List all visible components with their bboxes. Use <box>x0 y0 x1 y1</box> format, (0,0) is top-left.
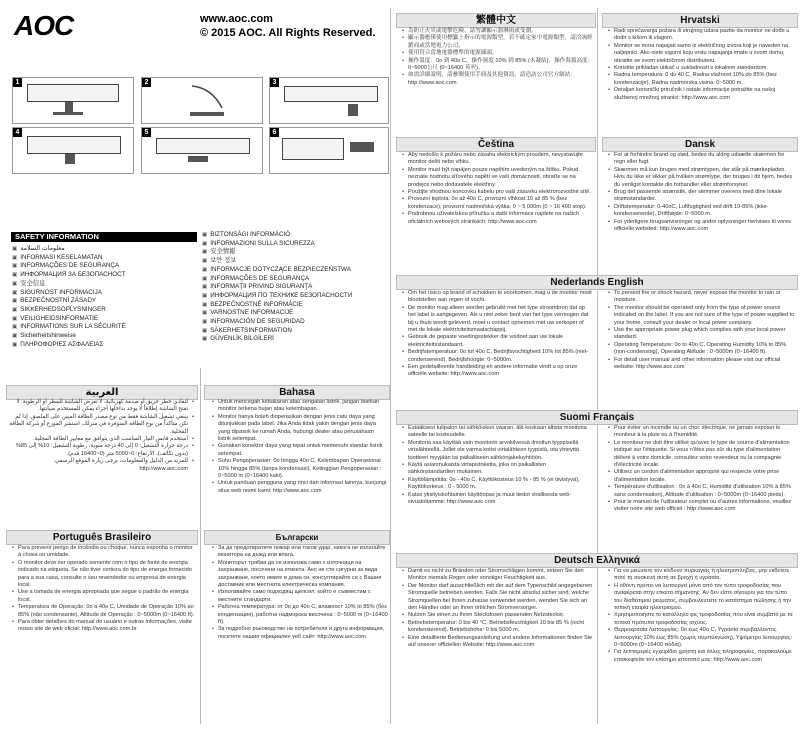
section-body-cestina <box>402 152 594 226</box>
section-header-bahasa: Bahasa <box>204 385 390 400</box>
safety-lang-item: ▣ 安全信息 <box>12 280 126 289</box>
section-body-dansk <box>608 152 796 233</box>
bullet-item: • Koristite prikladan utikač u sukladnosti s lokalnim standardom. <box>614 65 796 72</box>
bullet-item: • Pour éviter un incendie ou un choc électrique, ne jamais exposer le moniteur à la pluie ou à l'humidité. <box>614 425 796 440</box>
section-header-nederlands: Nederlands English <box>396 275 798 290</box>
bullet-item: • 如需詳細說明，請參閱使用手冊及其他資訊，請造訪公司官方網站：http://www.aoc.com <box>408 72 594 87</box>
bullet-item: • Use a tomada de energia apropriada que segue o padrão de energia local. <box>18 589 196 604</box>
bullet-item: • Le moniteur ne doit être utilisé qu'avec le type de source d'alimentation indiqué sur l'étiquette. Si vous n'êtes pas sûr du type d'alimentation délivré à votre domicile, consultez votre revendeur ou la compagnie d'électricité locale. <box>614 440 796 470</box>
section-body-nederlands <box>402 290 594 379</box>
section-body-chinese <box>402 28 594 87</box>
bullet-item: • Použijte vhodnou koncovku kabelu pro vaši zásuvku elektrorozvodné sítě. <box>408 189 594 196</box>
stand-illustration <box>65 154 75 164</box>
bullet-item: • De monitor mag alleen worden gebruikt met het type stroombron dat op het label is aangegeven. Als u niet zeker bent van het type vermogen dat bij u thuis wordt geleverd, moet u contact opnemen met uw verkoper of met de lokale elektriciteitsmaatschappij. <box>408 305 594 335</box>
bullet-item: • Brug det passende strømstik, der stemmer overens med dine lokale strømstandarder. <box>614 189 796 204</box>
bullet-item: • Detaljan korisnički priručnik i ostale informacije potražite na našoj službenoj mrežnoj stranici: http://www.aoc.com <box>614 87 796 102</box>
safety-lang-item: ▣ ΠΛΗΡΟΦΟΡΙΕΣ ΑΣΦΑΛΕΙΑΣ <box>12 341 126 350</box>
diagram-panel-3 <box>269 77 389 124</box>
diagram-panel-2 <box>141 77 263 124</box>
safety-lang-item: ▣ VEILIGHEIDSINFORMATIE <box>12 315 126 324</box>
bullet-item: • Χρησιμοποιήστε το κατάλληλο φις τροφοδοσίας που είναι συμβατό με τα τοπικά πρότυπα τροφοδοσίας ισχύος. <box>614 612 796 627</box>
safety-lang-item: ▣ SIKKERHEDSOPLYSNINGER <box>12 306 126 315</box>
bullet-item: • Pour le manuel de l'utilisateur complet ou d'autres informations, veuillez visiter notre site web officiel : http://www.aoc.com <box>614 499 796 514</box>
bullet-item: • Driftstemperatur: 0-40oC, Luftfugtighed ved drift 10-85% (ikke-kondenserende), Drifthøjde: 0~5000 m. <box>614 204 796 219</box>
connector-illustration <box>350 142 374 152</box>
base-illustration <box>53 112 83 115</box>
panel-number: 6 <box>270 128 279 137</box>
safety-lang-item: ▣ INFORMAŢII PRIVIND SIGURANŢA <box>202 283 352 292</box>
brand-header <box>200 12 375 40</box>
diagram-panel-1 <box>12 77 134 124</box>
bullet-item: • Temperatura de Operação: 0o a 40o C, Umidade de Operação 10% ao 85% (não condensante), Altitude de Operação : 0~5000m (0~16400 ft). <box>18 604 196 619</box>
safety-title-bar: SAFETY INFORMATION <box>11 232 197 242</box>
safety-lang-item: ▣ INFORMAZIONI SULLA SICUREZZA <box>202 240 352 249</box>
bullet-item: • Monitoria saa käyttää vain monitorin arvokilvessä ilmoitun tyyppisellä virtalähteellä. Jollet ole varma kotisi virtalähteen tyypistä, ota yhteyttä tuotteen myyjään tai paikalliseen sähkönjakeluyhtiöön. <box>408 440 594 462</box>
bullet-item: • 使用符合當地電器標準的電源插頭。 <box>408 50 594 57</box>
bullet-item: • Use the appropriate power plug which complies with your local power standard. <box>614 327 796 342</box>
bullet-item: • Der Monitor darf ausschließlich mit der auf dem Typenschild angegebenen Stromquelle betrieben werden. Falls Sie nicht absolut sicher sind, welche Stromquellen bei Ihnen zuhause verwendet werden, wenden Sie sich an den Händler oder an Ihren örtlichen Stromversorger. <box>408 583 594 613</box>
bullet-item: • لتفادي خطر حريق أو صدمة كهربائية، لا تعرض الشاشة للمطر أو الرطوبة. لا تفتح الشاشة إطلاقاً لا يوجد بداخلها أجزاء يمكن للمستخدم صيانتها. <box>6 399 188 414</box>
bullet-item: • Provozní teplota: 0o až 40o C, provozní vlhkost 10 až 85 % (bez kondenzace), provozní nadmořská výška: 0 ~ 5 000m (0 ~ 16 400 stop). <box>408 196 594 211</box>
bullet-item: • For yderligere brugsanvisninger og andre oplysninger henvises til vores officielle websted: http://www.aoc.com <box>614 219 796 234</box>
page-divider <box>390 8 391 724</box>
panel-number: 3 <box>270 78 279 87</box>
bullet-item: • Para obter detalhes do manual do usuário e outras informações, visite nosso site de web oficial: http://www.aoc.com.br <box>18 619 196 634</box>
copyright: © 2015 AOC. All Rights Reserved. <box>200 27 376 39</box>
section-header-deutsch: Deutsch Ελληνικά <box>396 553 798 568</box>
bullet-item: • 為防止火災或電擊危險，請勿讓顯示器淋雨或受潮。 <box>408 28 594 35</box>
bullet-item: • Operating Temperature: 0o to 40o C, Operating Humidity 10% to 85% (non-condensing), Operating Altitude : 0~5000m (0~16400 ft). <box>614 342 796 357</box>
bullet-item: • Monitor se mora napajati samo iz električnog izvora koji je naveden na naljepnici. Ako niste sigurni koju vrstu napajanja imate u svom domu, obratite se svom električnom distributeru. <box>614 43 796 65</box>
panel-number: 5 <box>142 128 151 137</box>
diagram-panel-5 <box>141 127 263 174</box>
diagram-panel-4 <box>12 127 134 174</box>
safety-lang-item: ▣ 安全情報 <box>202 248 352 257</box>
panel-number: 1 <box>13 78 22 87</box>
safety-lang-item: ▣ INFORMAÇÕES DE SEGURANÇA <box>202 275 352 284</box>
bullet-item: • Monitor hanya boleh dioperasikan dengan jenis catu daya yang ditunjukkan pada label. Jika Anda tidak yakin dengan jenis daya yang dipasok ke rumah Anda, hubungi dealer atau perusahaan listrik setempat. <box>218 414 388 444</box>
ports-illustration <box>282 138 344 160</box>
website-url[interactable]: www.aoc.com <box>200 13 273 25</box>
bullet-item: • 操作溫度：0o 到 40o C，操作濕度 10% 到 85% (未凝結)，操作海拔高度：0~5000公尺 (0~16400 英呎)。 <box>408 58 594 73</box>
bullet-item: • Η οθόνη πρέπει να λειτουργεί μόνο από τον τύπο τροφοδοσίας που αναφέρεται στην ετικέτα σήμανσης. Αν δεν είστε σίγουροι για τον τύπο του διαθέσιμου ρεύματος, συμβουλευτείτε το κατάστημα πώλησης ή την τοπική εταιρία ηλεκτρισμού. <box>614 583 796 613</box>
safety-lang-item: ▣ ИНФОРМАЦИЯ ПО ТЕХНИКЕ БЕЗОПАСНОСТИ <box>202 292 352 301</box>
bullet-item: • Een gedetailleerde handleiding en andere informatie vindt u op onze officiële website: http://www.aoc.com <box>408 364 594 379</box>
section-header-hrvatski: Hrvatski <box>602 13 798 28</box>
section-body-english <box>608 290 796 371</box>
section-header-bulgarian: Български <box>204 530 390 545</box>
diagram-panel-6 <box>269 127 389 174</box>
stand-illustration <box>348 104 358 116</box>
section-body-deutsch <box>402 568 594 649</box>
section-header-cestina: Čeština <box>396 137 596 152</box>
column-divider <box>597 8 598 724</box>
section-body-arabic <box>6 399 194 473</box>
bullet-item: • Radna temperatura: 0 do 40 C, Radna vlažnost 10% do 85% (bez kondenzacije), Radna nadmorska visina: 0~5000 m. <box>614 72 796 87</box>
section-body-portugues <box>12 545 196 634</box>
section-body-suomi <box>402 425 594 506</box>
safety-lang-item: ▣ BIZTONSÁGI INFORMÁCIÓ <box>202 231 352 240</box>
bullet-item: • За да предотвратите пожар или токов удар, никога не излагайте монитора на дъжд или влага. <box>218 545 388 560</box>
section-header-arabic: العربية <box>6 385 198 400</box>
section-header-chinese: 繁體中文 <box>396 13 596 28</box>
bullet-item: • Radi sprečavanja požara ili strujnog udara pazite da monitor ne dođe u dodir s kišom ili vlagom. <box>614 28 796 43</box>
panel-number: 4 <box>13 128 22 137</box>
bullet-item: • Bedrijfstemperatuur: 0o tot 40o C, Bedrijfsvochtigheid 10% tot 85% (niet-condenserend), Bedrijfshoogte: 0~5000m. <box>408 349 594 364</box>
bullet-item: • استخدم قابس التيار المناسب الذي يتوافق مع معايير الطاقة المحلية. <box>6 436 188 443</box>
bullet-item: • Monitor musí být napájen pouze napětím uvedeným na štítku. Pokud neznáte hodnotu síťového napětí ve vaší domácnosti, obraťte se na prodejce nebo dodavatele elektřiny. <box>408 167 594 189</box>
monitor-illustration <box>156 138 250 154</box>
section-header-portugues: Português Brasileiro <box>6 530 198 545</box>
bullet-item: • За подробно ръководство на потребителя и друга информация, посетете нашия официален уеб сайт: http://www.aoc.com <box>218 626 388 641</box>
section-body-francais <box>608 425 796 514</box>
section-body-bulgarian <box>212 545 388 641</box>
bullet-item: • Untuk panduan pengguna yang rinci dan informasi lainnya, kunjungi situs web resmi kami: http://www.aoc.com <box>218 480 388 495</box>
bullet-item: • For detail user manual and other information please visit our official website: http://www.aoc.com <box>614 357 796 372</box>
bullet-item: • Eine detaillierte Bedienungsanleitung und andere Informationen finden Sie auf unserer offiziellen Website: http://www.aoc.com <box>408 635 594 650</box>
section-header-suomi: Suomi Français <box>396 410 798 425</box>
bullet-item: • Température d'utilisation : 0o à 40o C, Humidité d'utilisation 10% à 85% sans condensation), Altitude d'utilisation : 0~5000m (0~16400 pieds). <box>614 484 796 499</box>
bullet-item: • Για να μειώσετε τον κίνδυνο πυρκαγιάς ή ηλεκτροπληξίας, μην εκθέτετε ποτέ τη συσκευή αυτή σε βροχή ή υγρασία. <box>614 568 796 583</box>
bullet-item: • Използвайте само подходящ щепсел, който е съвместим с местните стандарти. <box>218 589 388 604</box>
bullet-item: • Θερμοκρασία Λειτουργίας: 0o έως 40o C, Υγρασία περιβάλλοντος λειτουργίας 10% έως 85% (χωρίς συμπύκνωση), Υψόμετρο λειτουργίας: 0~5000m (0~16400 πόδια). <box>614 627 796 649</box>
bullet-item: • Για λεπτομερές εγχειρίδιο χρήστη και άλλες πληροφορίες, παρακαλούμε επισκεφτείτε τον επίσημο ιστοτοπό μας: http://www.aoc.com <box>614 649 796 664</box>
safety-lang-item: ▣ 보안 정보 <box>202 257 352 266</box>
bullet-item: • Utilisez un cordon d'alimentation approprié qui respecte votre prise d'alimentation locale. <box>614 469 796 484</box>
bullet-item: • Suhu Pengoperasian: 0o hingga 40o C, Kelembapan Operasional 10% hingga 85% (tanpa kondensasi), Ketinggian Pengoperasian : 0~5000 m (0~16400 kaki). <box>218 458 388 480</box>
bullet-item: • Katso yksityiskohtainen käyttöopas ja muut tiedot virallisesta web-sivustoltamme: http://www.aoc.com <box>408 492 594 507</box>
bullet-item: • Untuk mencegah kebakaran atau sengatan listrik, jangan biarkan monitor terkena hujan atau kelembapan. <box>218 399 388 414</box>
bullet-item: • Aby nedošlo k požáru nebo zásahu elektrickým proudem, nevystavujte monitor dešti nebo vlhku. <box>408 152 594 167</box>
bullet-item: • درجة حرارة التشغيل: 0 إلى 40 درجة مئوية، رطوبة التشغيل: 10% إلى 85% (بدون تكاثف)، الارتفاع: 0~5000 متر (0~16400 قدم). <box>6 443 188 458</box>
column-divider-left <box>200 368 201 724</box>
safety-language-list-right <box>202 231 352 344</box>
cable-illustration <box>188 156 208 162</box>
monitor-illustration <box>284 86 378 102</box>
bullet-item: • Käyttölämpötila: 0o - 40o C, Käyttökosteus 10 % - 85 % (ei tiivistyvä), Käyttökorkeus : 0 - 5000 m. <box>408 477 594 492</box>
bullet-item: • Estääksesi tulipalon tai sähköiskun vaaran, älä koskaan altista monitoria sateelle tai kosteudelle. <box>408 425 594 440</box>
section-body-greek <box>608 568 796 664</box>
section-body-bahasa <box>212 399 388 495</box>
bullet-item: • Мониторът трябва да се използва само с източници на захранване, посочени на етикета. Ако не сте сигурни за вида захранване, което имате в дома си, консултирайте се с Вашия доставчик или местната електрическа компания. <box>218 560 388 590</box>
safety-lang-item: ▣ Sicherheitshinweise <box>12 332 126 341</box>
aoc-logo: AOC <box>14 10 74 41</box>
monitor-illustration <box>27 136 121 154</box>
bullet-item: • For at forhindre brand og stød, bedes du aldrig udsætte skærmen for regn eller fugt. <box>614 152 796 167</box>
bullet-item: • Para prevenir perigo de incêndio ou choque, nunca exponha o monitor à chuva ou umidade. <box>18 545 196 560</box>
bullet-item: • Betriebstemperatur: 0 bis 40 °C, Betriebsfeuchtigkeit 10 bis 85 % (nicht kondensierend), Betriebshöhe: 0 bis 5000 m. <box>408 620 594 635</box>
bullet-item: • Käytä asianmukaista virtapistoketta, joka on paikallisten sähkönstandardien mukainen. <box>408 462 594 477</box>
safety-lang-item: ▣ BEZPEČNOSTNÍ ZÁSADY <box>12 297 126 306</box>
safety-lang-item: ▣ SIGURNOST INFORMACIJA <box>12 289 126 298</box>
safety-lang-item: ▣ INFORMAÇÕES DE SEGURANÇA <box>12 262 126 271</box>
section-header-dansk: Dansk <box>602 137 798 152</box>
safety-lang-item: ▣ ИНФОРМАЦИЯ ЗА БЕЗОПАСНОСТ <box>12 271 126 280</box>
safety-lang-item: ▣ INFORMATIONS SUR LA SÉCURITÉ <box>12 323 126 332</box>
safety-language-list-left <box>12 245 126 349</box>
bullet-item: • Om het risico op brand of schokken te voorkomen, mag u de monitor nooit blootstellen aan regen of vocht. <box>408 290 594 305</box>
section-body-hrvatski <box>608 28 796 102</box>
safety-lang-item: ▣ INFORMASI KESELAMATAN <box>12 254 126 263</box>
safety-lang-item: ▣ INFORMACIÓN DE SEGURIDAD <box>202 318 352 327</box>
safety-lang-item: ▣ SÄKERHETSINFORMATION <box>202 327 352 336</box>
bullet-item: • O monitor deve ser operado somente com o tipo de fonte de energia indicado na etiqueta. Se não tiver certeza do tipo de energia fornecido para a sua casa, consulte o seu revendedor ou empresa de energia local. <box>18 560 196 590</box>
bullet-item: • Skærmen må kun bruges med strømtypen, der står på mærkepladen. Hvis du ikke er sikker på hvilken strømtype, der bruges i dit hjem, bedes du venligst kontakte din forhandler eller strømforsyner. <box>614 167 796 189</box>
bullet-item: • ينبغي تشغيل الشاشة فقط من نوع مصدر الطاقة المبين على الملصق. إذا لم تكن متأكداً من نوع الطاقة المتوفرة في منزلك، استشر الموزع أو شركة الطاقة المحلية. <box>6 414 188 436</box>
bullet-item: • Работна температура: от 0o до 40o C, влажност 10% to 85% (без кондензация), работна надморска височина : 0~5000 m (0~16400 ft). <box>218 604 388 626</box>
panel-number: 2 <box>142 78 151 87</box>
monitor-illustration <box>27 84 119 102</box>
bullet-item: • Damit es nicht zu Bränden oder Stromschlägen kommt, setzen Sie den Monitor niemals Regen oder sonstiger Feuchtigkeit aus. <box>408 568 594 583</box>
bullet-item: • Gunakan konektor daya yang tepat untuk memenuhi standar listrik setempat. <box>218 443 388 458</box>
bullet-item: • 顯示器應僅使用標籤上指示的電源類型。若不確定家中電源類型，請洽詢經銷商或當地電力公司。 <box>408 35 594 50</box>
safety-lang-item: ▣ VARNOSTNE INFORMACIJE <box>202 309 352 318</box>
monitor-tilt-illustration <box>142 78 262 123</box>
safety-lang-item: ▣ BEZPEČNOSTNÉ INFORMÁCIE <box>202 301 352 310</box>
stand-illustration <box>65 102 73 112</box>
bullet-item: • The monitor should be operated only from the type of power source indicated on the label. If you are not sure of the type of power supplied to your home, consult your dealer or local power company. <box>614 305 796 327</box>
bullet-item: • Podrobnou uživatelskou příručku a další informace najdete na našich oficiálních webových stránkách: http://www.aoc.com <box>408 211 594 226</box>
bullet-item: • Gebruik de gepaste voedingsstekker die voldoet aan uw lokale elektriciteitsstandaard. <box>408 334 594 349</box>
bullet-item: • Nutzen Sie einen zu Ihren Steckdosen passenden Netzstecker. <box>408 612 594 619</box>
safety-lang-item: ▣ معلومات السلامة <box>12 245 126 254</box>
safety-lang-item: ▣ GÜVENLİK BİLGİLERİ <box>202 335 352 344</box>
safety-lang-item: ▣ INFORMACJE DOTYCZĄCE BEZPIECZEŃSTWA <box>202 266 352 275</box>
bullet-item: • To prevent fire or shock hazard, never expose the monitor to rain or moisture. <box>614 290 796 305</box>
bullet-item: • للمزيد من الدليل والمعلومات، يرجى زيارة الموقع الرسمي: http://www.aoc.com <box>6 458 188 473</box>
